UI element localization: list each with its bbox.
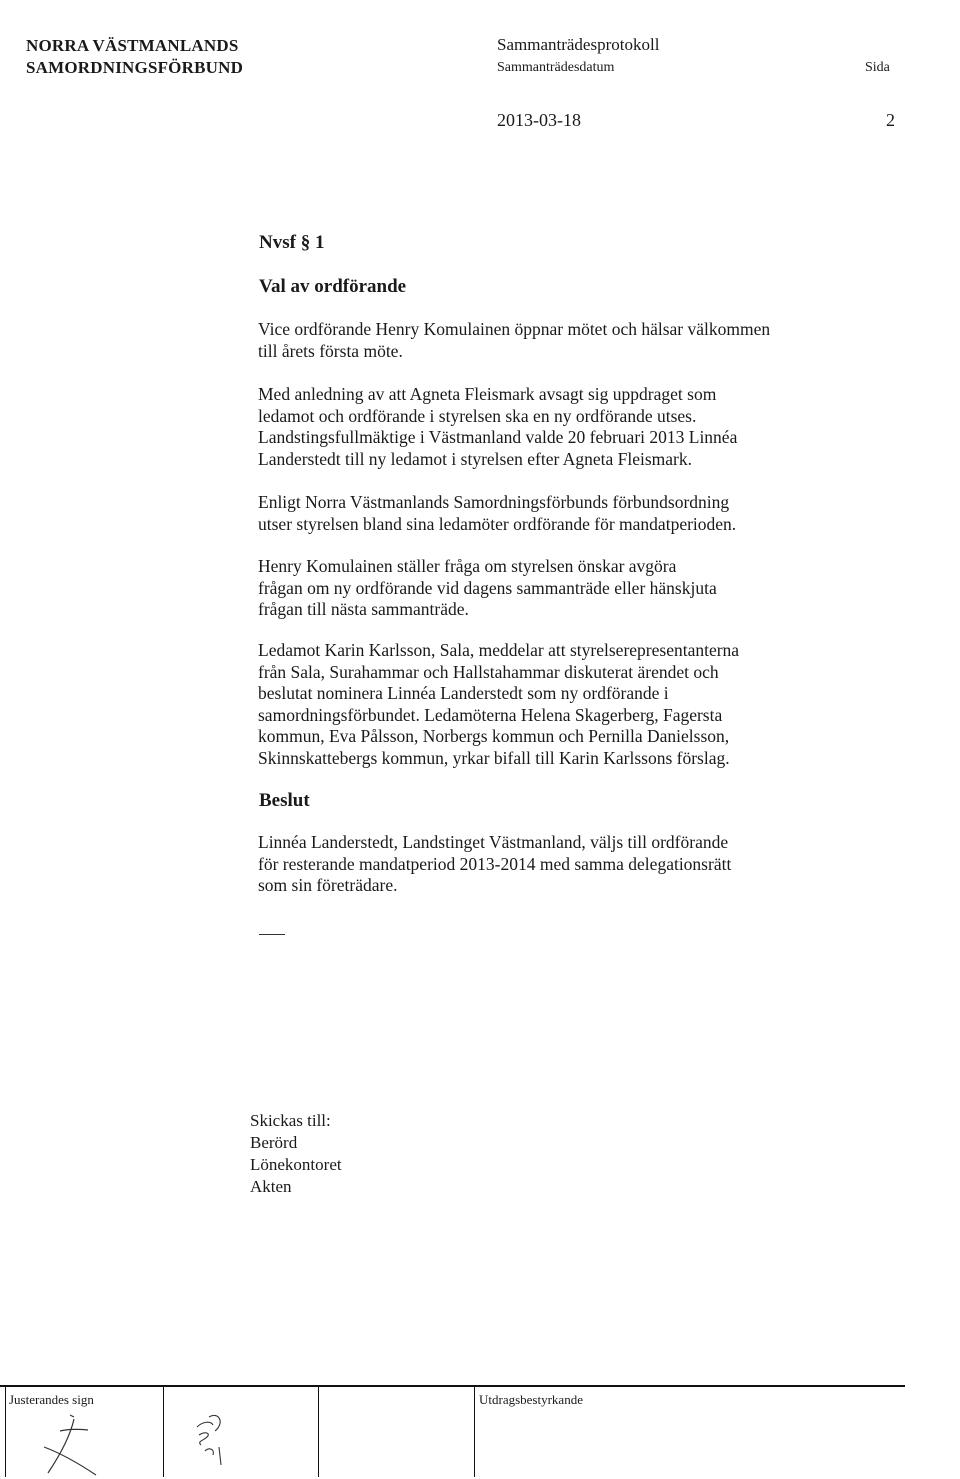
text-line: Vice ordförande Henry Komulainen öppnar mötet och hälsar välkommen (258, 319, 771, 339)
text-line: för resterande mandatperiod 2013-2014 med samma delegationsrätt (258, 853, 732, 874)
text-line: Henry Komulainen ställer fråga om styrelsen önskar avgöra (258, 556, 677, 576)
decision-heading: Beslut (259, 790, 310, 811)
date-label: Sammanträdesdatum (497, 60, 615, 75)
table-column-divider (5, 1385, 6, 1477)
section-id: Nvsf § 1 (259, 232, 325, 253)
text-line: Skinnskattebergs kommun, yrkar bifall till Karin Karlssons förslag. (258, 747, 730, 768)
paragraph-4 (258, 556, 898, 621)
table-column-divider (163, 1385, 164, 1477)
text-line: utser styrelsen bland sina ledamöter ordförande för mandatperioden. (258, 513, 737, 534)
text-line: från Sala, Surahammar och Hallstahammar diskuterat ärendet och (258, 661, 719, 682)
section-title: Val av ordförande (259, 276, 407, 297)
text-line: Linnéa Landerstedt, Landstinget Västmanland, väljs till ordförande (258, 832, 729, 852)
document-type: Sammanträdesprotokoll (497, 35, 660, 54)
organization-name-line1: NORRA VÄSTMANLANDS (26, 36, 239, 55)
organization-name-line2: SAMORDNINGSFÖRBUND (26, 58, 244, 77)
table-top-border (0, 1385, 905, 1387)
page-number: 2 (886, 110, 895, 130)
text-line: Enligt Norra Västmanlands Samordningsförbunds förbundsordning (258, 492, 730, 512)
paragraph-5 (258, 640, 898, 769)
text-line: beslutat nominera Linnéa Landerstedt som ny ordförande i (258, 683, 669, 703)
table-column-divider (318, 1385, 319, 1477)
text-line: ledamot och ordförande i styrelsen ska en ny ordförande utses. (258, 405, 697, 426)
text-line: Med anledning av att Agneta Fleismark avsagt sig uppdraget som (258, 384, 717, 404)
signature-table (0, 1385, 960, 1477)
sign-label: Justerandes sign (9, 1392, 94, 1407)
text-line: Landerstedt till ny ledamot i styrelsen efter Agneta Fleismark. (258, 448, 692, 469)
text-line: samordningsförbundet. Ledamöterna Helena Skagerberg, Fagersta (258, 704, 723, 725)
meeting-date: 2013-03-18 (497, 110, 581, 130)
text-line: frågan om ny ordförande vid dagens sammanträde eller hänskjuta (258, 577, 717, 598)
paragraph-1 (258, 319, 898, 362)
certify-label: Utdragsbestyrkande (479, 1392, 583, 1407)
table-column-divider (474, 1385, 475, 1477)
text-line: till årets första möte. (258, 340, 403, 361)
text-line: som sin företrädare. (258, 875, 398, 895)
recipient-item: Berörd (250, 1133, 298, 1152)
text-line: Ledamot Karin Karlsson, Sala, meddelar att styrelserepresentanterna (258, 640, 740, 660)
separator-line (259, 934, 285, 935)
text-line: kommun, Eva Pålsson, Norbergs kommun och Pernilla Danielsson, (258, 726, 730, 746)
distribution-label: Skickas till: (250, 1111, 331, 1130)
decision-text (258, 832, 898, 897)
text-line: frågan till nästa sammanträde. (258, 599, 469, 619)
text-line: Landstingsfullmäktige i Västmanland valde 20 februari 2013 Linnéa (258, 427, 738, 447)
recipient-item: Lönekontoret (250, 1155, 342, 1174)
paragraph-2 (258, 384, 898, 470)
recipient-item: Akten (250, 1177, 292, 1196)
page-label: Sida (865, 60, 890, 75)
distribution-list (250, 1110, 342, 1198)
paragraph-3 (258, 492, 898, 535)
